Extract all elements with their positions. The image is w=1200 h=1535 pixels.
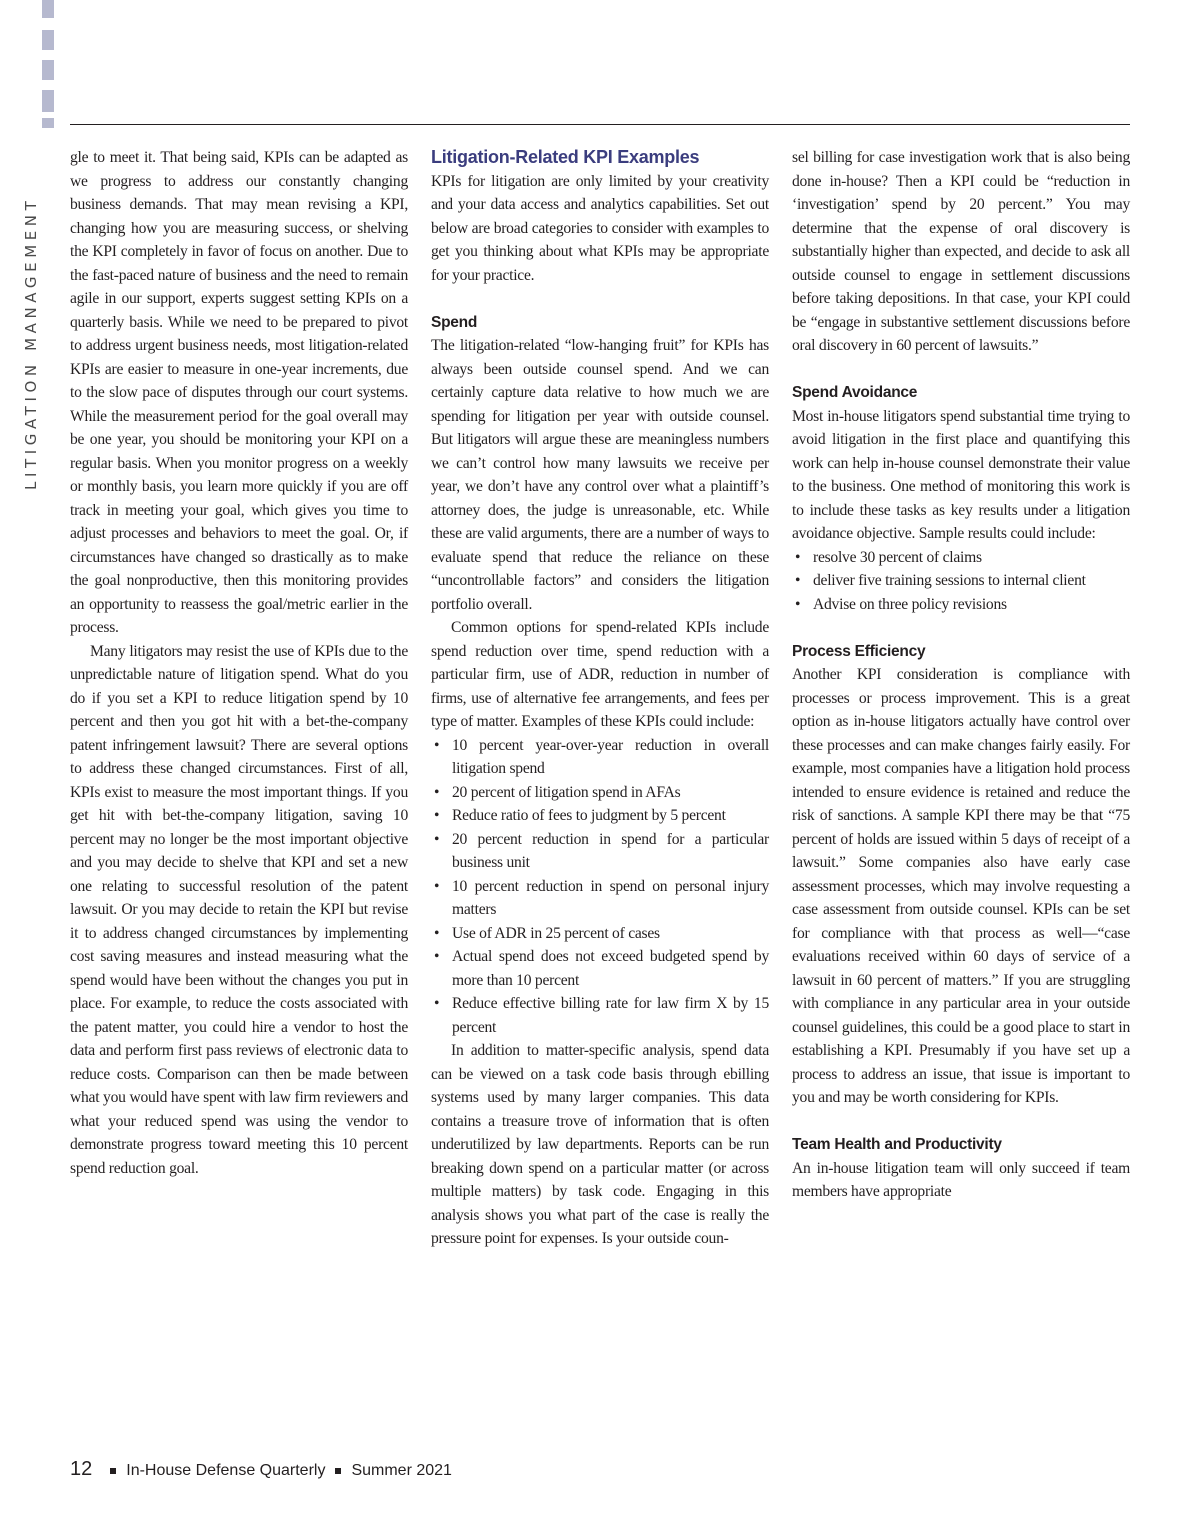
list-item: • 10 percent reduction in spend on personal injury matters <box>431 875 769 922</box>
subheading-team-health: Team Health and Productivity <box>792 1136 1002 1153</box>
list-item: • Reduce effective billing rate for law firm X by 15 percent <box>431 992 769 1039</box>
issue-date: Summer 2021 <box>351 1462 452 1479</box>
paragraph: The litigation-related “low-hanging fruit” for KPIs has always been outside counsel spend. And we can certainly capture data relative to how much we are spending for litigation per year with outside counsel. But litigators will argue these are meaningless numbers we can’t control how many lawsuits we receive per year, we don’t have any control over what a plaintiff’s attorney does, the judge is unreasonable, etc. While these are valid arguments, there are a number of ways to evaluate spend that reduce the reliance on these “uncontrollable factors” and considers the litigation portfolio overall. <box>431 337 769 613</box>
list-item: • Actual spend does not exceed budgeted spend by more than 10 percent <box>431 945 769 992</box>
subheading-spend: Spend <box>431 313 478 331</box>
paragraph: Most in-house litigators spend substantial time trying to avoid litigation in the first place and quantifying this work can help in-house counsel demonstrate their value to the business. One method of monitoring this work is to include these tasks as key results under a litigation avoidance objective. Sample results could include: <box>792 407 1130 542</box>
list-item: • 20 percent reduction in spend for a particular business unit <box>431 828 769 875</box>
paragraph: Many litigators may resist the use of KPIs due to the unpredictable nature of litigation spend. What do you do if you set a KPI to reduce litigation spend by 10 percent and then you got hit with a bet-the-company patent infringement lawsuit? There are several options to address these changed circumstances. First of all, KPIs exist to measure the most important things. If you get hit with bet-the-company litigation, saving 10 percent may no longer be the most important objective and you may decide to shelve that KPI and set a new one relating to successful resolution of the patent lawsuit. Or you may decide to retain the KPI but revise it to address changed circumstances by implementing cost saving measures and instead measuring what the spend would have been without the changes you put in place. For example, to reduce the costs associated with the patent matter, you could hire a vendor to host the data and perform first pass reviews of electronic data to reduce costs. Comparison can then be made between what you would have spent with law firm reviewers and what your reduced spend was using the vendor to demonstrate progress toward meeting this 10 percent spend reduction goal. <box>70 642 408 1177</box>
page-number: 12 <box>70 1458 93 1480</box>
decorative-tab-bars <box>42 0 56 128</box>
column-1 <box>70 146 408 1180</box>
page-footer <box>70 1458 452 1481</box>
list-item: • resolve 30 percent of claims <box>792 546 1130 570</box>
publication-name: In-House Defense Quarterly <box>126 1462 326 1479</box>
paragraph: KPIs for litigation are only limited by your creativity and your data access and analytics capabilities. Set out below are broad categories to consider with examples to get you thinking about what KPIs may be appropriate for your practice. <box>431 172 769 284</box>
paragraph: sel billing for case investigation work that is also being done in-house? Then a KPI could be “reduction in ‘investigation’ spend by 20 percent.” You may determine that the expense of oral discovery is substantially higher than expected, and decide to ask all outside counsel to engage in settlement discussions before taking depositions. In that case, your KPI could be “engage in substantive settlement discussions before oral discovery in 60 percent of lawsuits.” <box>792 149 1130 354</box>
paragraph: gle to meet it. That being said, KPIs can be adapted as we progress to address our constantly changing business demands. That may mean revising a KPI, changing how you are measuring success, or shelving the KPI completely in favor of focus on another. Due to the fast-paced nature of business and the need to remain agile in our support, experts suggest setting KPIs on a quarterly basis. While we need to be prepared to pivot to address urgent business needs, most litigation-related KPIs are easier to measure in one-year increments, due to the slow pace of disputes through our court systems. While the measurement period for the goal overall may be one year, you should be monitoring your KPI on a regular basis. When you monitor progress on a weekly or monthly basis, you learn more quickly if you are off track in meeting your goal, which gives you time to adjust processes and behaviors to meet the goal. Or, if circumstances have changed so drastically as to make the goal nonproductive, then this monitoring provides an opportunity to reassess the goal/metric earlier in the process. <box>70 149 408 636</box>
list-item: • 20 percent of litigation spend in AFAs <box>431 781 769 805</box>
separator-square-icon <box>335 1468 341 1474</box>
list-item: • deliver five training sessions to internal client <box>792 569 1130 593</box>
avoidance-results-list <box>792 546 1130 617</box>
side-label-text: LITIGATION MANAGEMENT <box>22 196 40 490</box>
subheading-spend-avoidance: Spend Avoidance <box>792 384 918 401</box>
column-3 <box>792 146 1130 1204</box>
paragraph: In addition to matter-specific analysis, spend data can be viewed on a task code basis through ebilling systems used by many larger companies. This data contains a treasure trove of information that is often underutilized by law departments. Reports can be run breaking down spend on a particular matter (or across multiple matters) by task code. Engaging in this analysis shows you what part of the case is really the pressure point for expenses. Is your outside coun- <box>431 1042 769 1247</box>
column-2 <box>431 146 769 1251</box>
list-item: • 10 percent year-over-year reduction in overall litigation spend <box>431 734 769 781</box>
subheading-process-efficiency: Process Efficiency <box>792 642 926 660</box>
section-heading-kpi-examples: Litigation-Related KPI Examples <box>431 147 700 167</box>
spend-kpi-list <box>431 734 769 1040</box>
top-rule <box>70 124 1130 125</box>
paragraph: Common options for spend-related KPIs include spend reduction over time, spend reduction with a particular firm, use of ADR, reduction in number of firms, use of alternative fee arrangements, and fees per type of matter. Examples of these KPIs could include: <box>431 619 769 730</box>
list-item: • Use of ADR in 25 percent of cases <box>431 922 769 946</box>
separator-square-icon <box>110 1468 116 1474</box>
paragraph: An in-house litigation team will only succeed if team members have appropriate <box>792 1159 1130 1200</box>
list-item: • Reduce ratio of fees to judgment by 5 percent <box>431 804 769 828</box>
paragraph: Another KPI consideration is compliance with processes or process improvement. This is a great option as in-house litigators actually have control over these processes and can make changes fairly easily. For example, most companies have a litigation hold process intended to ensure evidence is retained and reduce the risk of sanctions. A sample KPI there may be that “75 percent of holds are issued within 5 days of receipt of a lawsuit.” Some companies also have early case assessment processes, which may involve requesting a case assessment from outside counsel. KPIs can be set for compliance with that process as well—“case evaluations received within 60 days of service of a lawsuit in 60 percent of matters.” If you are struggling with compliance in any particular area in your outside counsel guidelines, this could be a good place to start in establishing a KPI. Presumably if you have set up a process to address an issue, that issue is important to you and may be worth considering for KPIs. <box>792 666 1130 1106</box>
list-item: • Advise on three policy revisions <box>792 593 1130 617</box>
